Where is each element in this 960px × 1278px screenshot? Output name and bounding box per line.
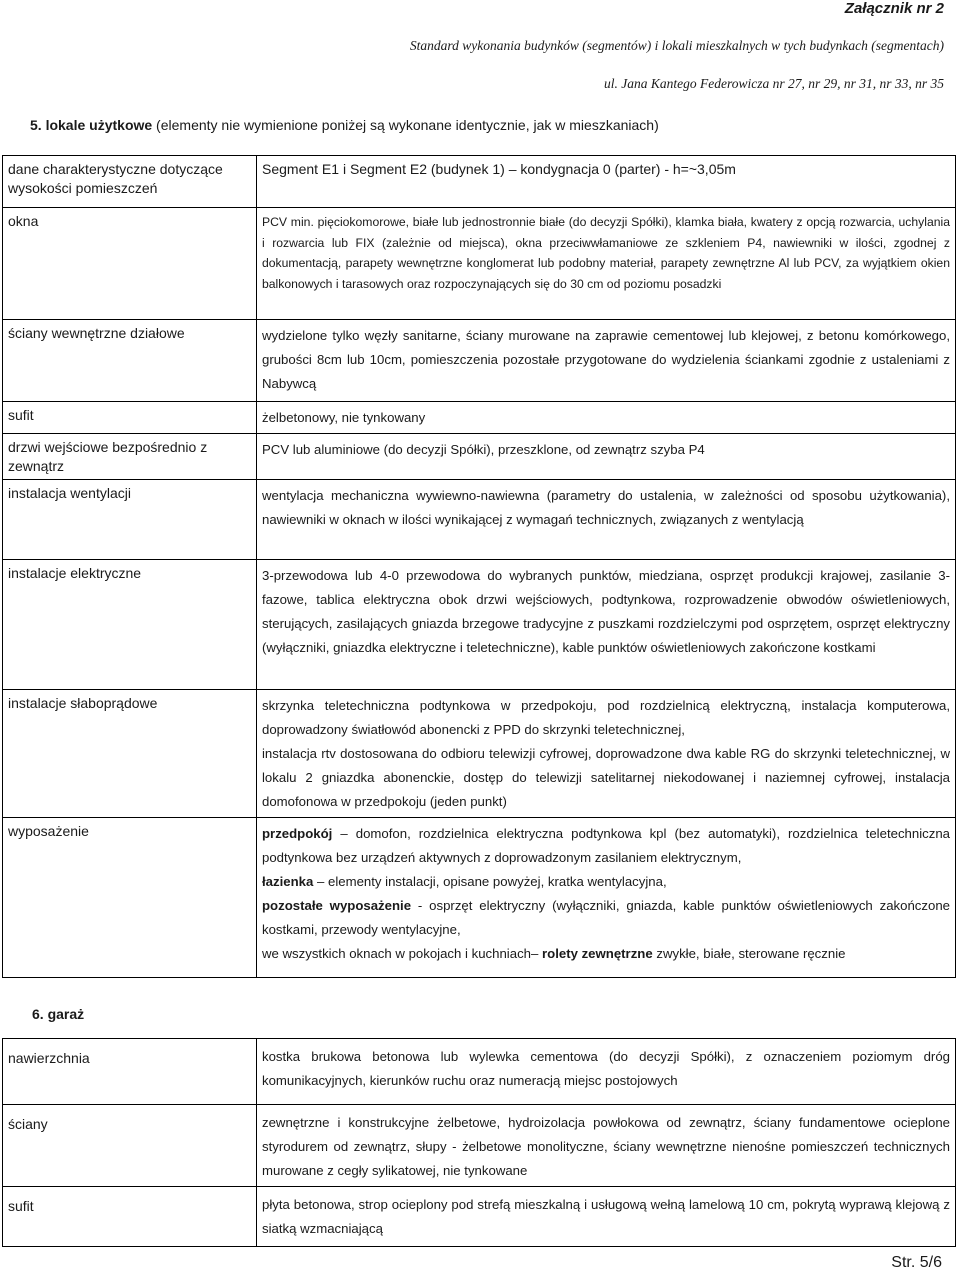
table-row: [3, 560, 956, 690]
room-description: we wszystkich oknach w pokojach i kuchniach–: [262, 946, 543, 961]
table-row: [3, 320, 956, 402]
row-label: ściany: [3, 1105, 257, 1187]
attachment-label: Załącznik nr 2: [844, 0, 944, 17]
row-label: dane charakterystyczne dotyczące wysokości pomieszczeń: [3, 156, 257, 208]
room-description: - osprzęt elektryczny (wyłączniki, gniazda, kable punktów oświetleniowych zakończone kostkami, przewody wentylacyjne,: [262, 898, 950, 937]
row-label: instalacja wentylacji: [3, 480, 257, 560]
row-value: płyta betonowa, strop ocieplony pod strefą mieszkalną i usługową wełną lamelową 10 cm, pokrytą wyprawą klejową z siatką wzmacniającą: [257, 1187, 956, 1247]
section-subtitle: (elementy nie wymienione poniżej są wykonane identycznie, jak w mieszkaniach): [152, 117, 659, 133]
value-paragraph: [262, 822, 950, 870]
section-number: 6.: [32, 1006, 44, 1022]
row-label: instalacje elektryczne: [3, 560, 257, 690]
item-name: rolety zewnętrzne: [542, 946, 653, 961]
table-row: [3, 208, 956, 320]
section-6-heading: [32, 1006, 84, 1022]
room-name: łazienka: [262, 874, 314, 889]
table-row: [3, 1187, 956, 1247]
row-label: sufit: [3, 1187, 257, 1247]
table-row: [3, 156, 956, 208]
row-value: 3-przewodowa lub 4-0 przewodowa do wybranych punktów, miedziana, osprzęt produkcji krajowej, zasilanie 3-fazowe, tablica elektryczna obok drzwi wejściowych, podtynkowa, rozprowadzenie obwodów oświetleniowych, sterujących, zasilających gniazda brzegowe tradycyjne z puszkami rozdzielczymi pod osprzętem, osprzęt elektryczny (wyłączniki, gniazdka elektryczne i teletechniczne), kable punktów oświetleniowych zakończone kostkami: [257, 560, 956, 690]
table-row: [3, 818, 956, 978]
row-value: kostka brukowa betonowa lub wylewka cementowa (do decyzji Spółki), z oznaczeniem poziomym dróg komunikacyjnych, kierunków ruchu oraz numeracją miejsc postojowych: [257, 1039, 956, 1105]
row-label: okna: [3, 208, 257, 320]
row-label: wyposażenie: [3, 818, 257, 978]
row-value: żelbetonowy, nie tynkowany: [257, 402, 956, 434]
spec-table-lokale: [2, 155, 956, 978]
row-value: PCV lub aluminiowe (do decyzji Spółki), przeszklone, od zewnątrz szyba P4: [257, 434, 956, 480]
table-row: [3, 434, 956, 480]
row-value: [257, 690, 956, 818]
table-row: [3, 402, 956, 434]
section-title: garaż: [47, 1006, 85, 1022]
room-name: przedpokój: [262, 826, 333, 841]
room-description: zwykłe, białe, sterowane ręcznie: [652, 946, 846, 961]
section-number: 5.: [30, 117, 42, 133]
room-description: – domofon, rozdzielnica elektryczna podtynkowa kpl (bez automatyki), rozdzielnica teletechniczna podtynkowa bez urządzeń aktywnych z doprowadzonym zasilaniem elektrycznym,: [262, 826, 950, 865]
row-label: drzwi wejściowe bezpośrednio z zewnątrz: [3, 434, 257, 480]
row-value: Segment E1 i Segment E2 (budynek 1) – kondygnacja 0 (parter) - h=~3,05m: [257, 156, 956, 208]
row-value: zewnętrzne i konstrukcyjne żelbetowe, hydroizolacja powłokowa od zewnątrz, ściany fundamentowe ocieplone styrodurem od zewnątrz, słupy - żelbetowe monolityczne, ściany wewnętrzne nienośne pomieszczeń technicznych murowane z cegły sylikatowej, nie tynkowane: [257, 1105, 956, 1187]
table-row: [3, 1105, 956, 1187]
value-paragraph: [262, 942, 950, 966]
row-label: ściany wewnętrzne działowe: [3, 320, 257, 402]
row-value: [257, 818, 956, 978]
value-paragraph: skrzynka teletechniczna podtynkowa w przedpokoju, pod rozdzielnicą elektryczną, instalacja komputerowa, doprowadzony światłowód abonencki z PPD do skrzynki teletechnicznej,: [262, 698, 950, 737]
room-description: – elementy instalacji, opisane powyżej, kratka wentylacyjna,: [313, 874, 667, 889]
standard-title: Standard wykonania budynków (segmentów) i lokali mieszkalnych w tych budynkach (segmentach): [409, 38, 944, 53]
row-value: wentylacja mechaniczna wywiewno-nawiewna (parametry do ustalenia, w zależności od sposobu użytkowania), nawiewniki w oknach w ilości wynikającej z wymagań technicznych, związanych z wentylacją: [257, 480, 956, 560]
value-paragraph: [262, 894, 950, 942]
row-label: instalacje słaboprądowe: [3, 690, 257, 818]
spec-table-garaz: [2, 1038, 956, 1247]
table-row: [3, 1039, 956, 1105]
table-row: [3, 480, 956, 560]
row-label: sufit: [3, 402, 257, 434]
table-row: [3, 690, 956, 818]
row-label: nawierzchnia: [3, 1039, 257, 1105]
section-5-heading: [30, 117, 659, 133]
room-name: pozostałe wyposażenie: [262, 898, 412, 913]
value-paragraph: instalacja rtv dostosowana do odbioru telewizji cyfrowej, doprowadzone dwa kable RG do skrzynki teletechnicznej, w lokalu 2 gniazdka abonenckie, dostęp do telewizji satelitarnej niekodowanej i naziemnej cyfrowej, instalacja domofonowa w przedpokoju (jeden punkt): [262, 746, 950, 809]
value-paragraph: [262, 870, 950, 894]
page-number: Str. 5/6: [891, 1254, 942, 1271]
section-title: lokale użytkowe: [45, 117, 153, 133]
address-line: ul. Jana Kantego Federowicza nr 27, nr 29, nr 31, nr 33, nr 35: [604, 76, 944, 91]
row-value: wydzielone tylko węzły sanitarne, ściany murowane na zaprawie cementowej lub klejowej, z betonu komórkowego, grubości 8cm lub 10cm, pomieszczenia pozostałe przygotowane do wydzielenia ściankami zgodnie z ustaleniami z Nabywcą: [257, 320, 956, 402]
row-value: PCV min. pięciokomorowe, białe lub jednostronnie białe (do decyzji Spółki), klamka biała, kwatery z opcją rozwarcia, uchylania i rozwarcia lub FIX (zależnie od miejsca), okna przeciwwłamaniowe ze szkleniem P4, nawiewniki w ilości, zgodnej z dokumentacją, parapety wewnętrzne konglomerat lub podobny materiał, parapety zewnętrzne Al lub PCV, za wyjątkiem okien balkonowych i tarasowych oraz rozpoczynających się do 30 cm od poziomu posadzki: [257, 208, 956, 320]
